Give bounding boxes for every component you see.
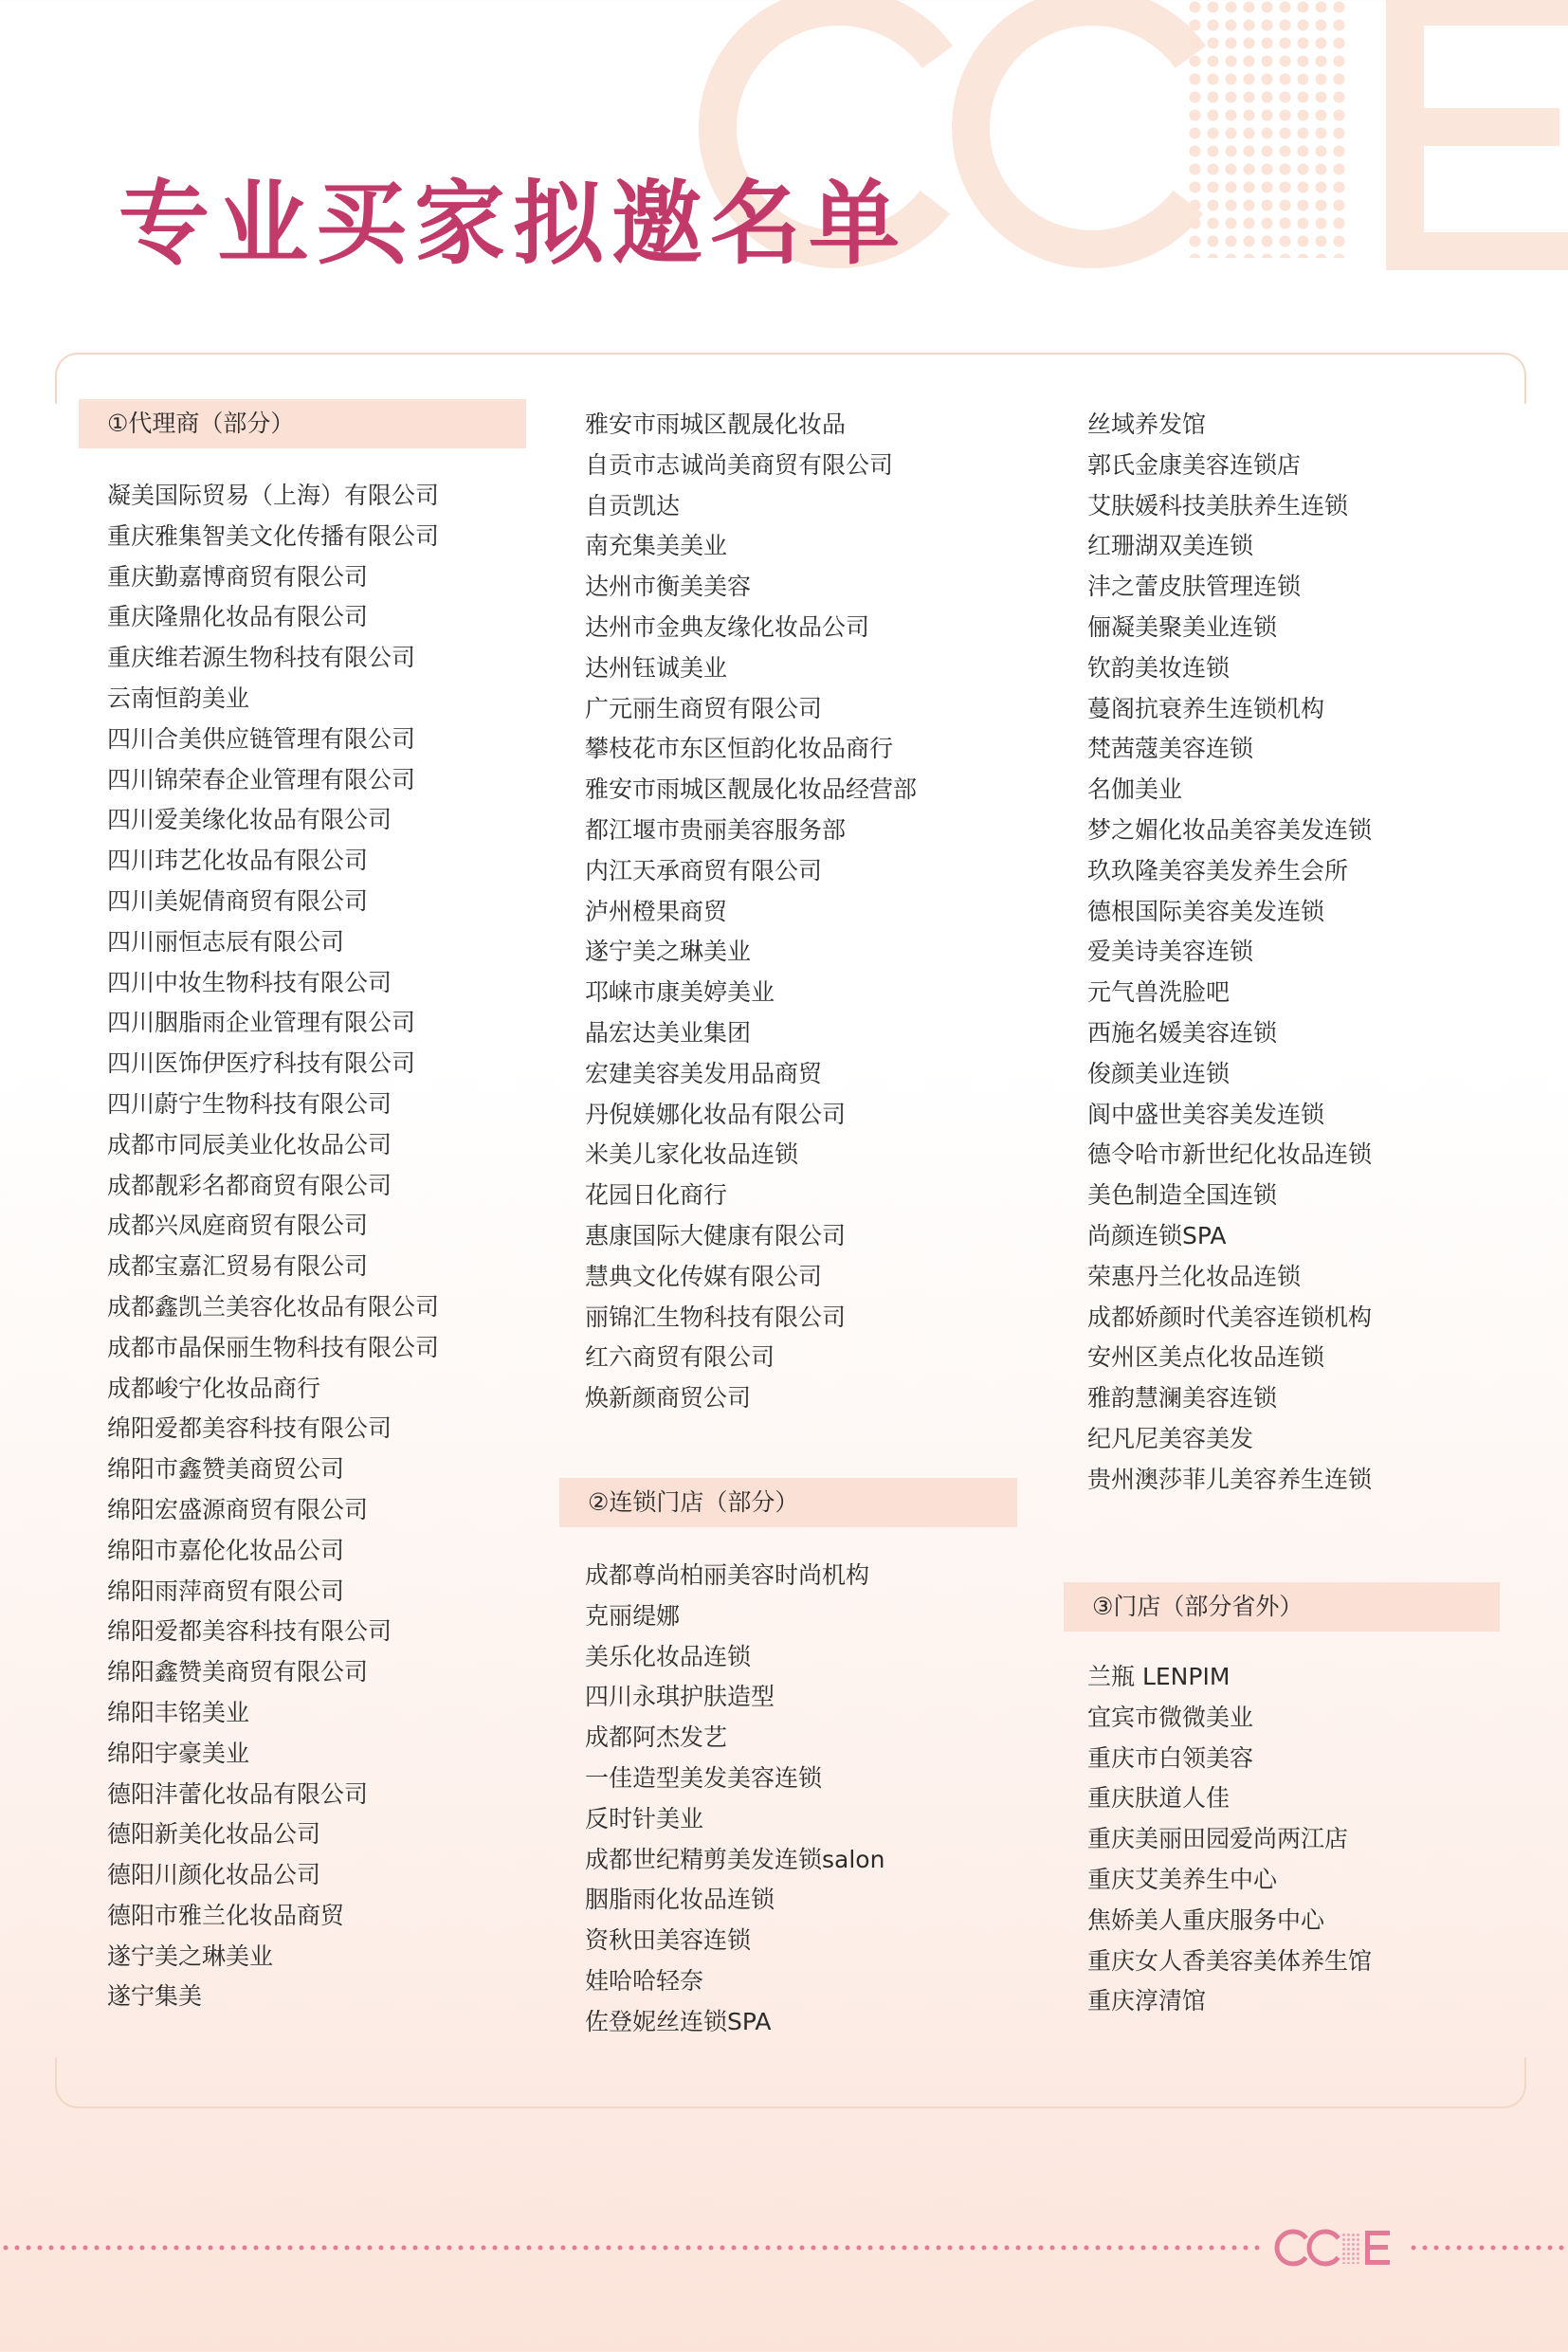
list-item: 雅安市雨城区靓晟化妆品经营部 [585,775,918,804]
list-item: 成都鑫凯兰美容化妆品有限公司 [107,1292,440,1321]
list-item: 纪凡尼美容美发 [1087,1424,1254,1452]
list-item: 绵阳宏盛源商贸有限公司 [107,1495,369,1523]
content-frame-bottom [55,2057,1526,2108]
list-item: 一佳造型美发美容连锁 [585,1763,823,1792]
list-item: 绵阳鑫赞美商贸有限公司 [107,1658,369,1687]
list-item: 成都兴凤庭商贸有限公司 [107,1212,369,1240]
chains-list-continued [1087,405,1372,1501]
list-item: 德阳市雅兰化妆品商贸 [107,1901,345,1929]
list-item: 郭氏金康美容连锁店 [1087,450,1302,479]
list-item: 玖玖隆美容美发养生会所 [1087,856,1349,884]
section-header-agents: ①代理商（部分） [79,399,526,448]
list-item: 广元丽生商贸有限公司 [585,694,823,722]
list-item: 丝域养发馆 [1087,410,1207,438]
list-item: 胭脂雨化妆品连锁 [585,1886,775,1914]
footer-dotted-line-left [0,2245,1261,2251]
list-item: 晶宏达美业集团 [585,1018,752,1047]
list-item: 雅韵慧澜美容连锁 [1087,1384,1278,1413]
list-item: 焦娇美人重庆服务中心 [1087,1905,1325,1934]
list-item: 荣惠丹兰化妆品连锁 [1087,1262,1302,1290]
list-item: 四川胭脂雨企业管理有限公司 [107,1009,416,1037]
list-item: 成都峻宁化妆品商行 [107,1374,321,1402]
list-item: 绵阳爱都美容科技有限公司 [107,1617,392,1646]
list-item: 重庆美丽田园爱尚两江店 [1087,1825,1349,1853]
list-item: 遂宁美之琳美业 [107,1942,274,1970]
list-item: 四川永琪护肤造型 [585,1683,775,1711]
list-item: 云南恒韵美业 [107,684,250,712]
list-item: 成都娇颜时代美容连锁机构 [1087,1303,1373,1331]
list-item: 蔓阁抗衰养生连锁机构 [1087,694,1325,722]
list-item: 重庆女人香美容美体养生馆 [1087,1946,1373,1975]
list-item: 惠康国际大健康有限公司 [585,1221,847,1249]
list-item: 重庆艾美养生中心 [1087,1865,1278,1893]
section-header-chains: ②连锁门店（部分） [559,1478,1017,1527]
list-item: 成都世纪精剪美发连锁salon [585,1845,885,1873]
list-item: 尚颜连锁SPA [1087,1221,1227,1249]
list-item: 四川锦荣春企业管理有限公司 [107,765,416,793]
list-item: 美色制造全国连锁 [1087,1181,1278,1210]
list-item: 达州钰诚美业 [585,653,728,682]
list-item: 重庆市白领美容 [1087,1743,1254,1772]
list-item: 绵阳雨萍商贸有限公司 [107,1577,345,1605]
list-item: 四川玮艺化妆品有限公司 [107,847,369,875]
list-item: 克丽缇娜 [585,1601,681,1630]
list-item: 雅安市雨城区靓晟化妆品 [585,410,847,438]
list-item: 重庆雅集智美文化传播有限公司 [107,521,440,550]
agents-list [107,476,439,2017]
list-item: 都江堰市贵丽美容服务部 [585,815,847,844]
list-item: 自贡市志诚尚美商贸有限公司 [585,450,894,479]
list-item: 邛崃市康美婷美业 [585,978,775,1007]
list-item: 遂宁美之琳美业 [585,938,752,966]
list-item: 宏建美容美发用品商贸 [585,1059,823,1087]
list-item: 爱美诗美容连锁 [1087,938,1254,966]
list-item: 四川蔚宁生物科技有限公司 [107,1089,392,1118]
list-item: 重庆肤道人佳 [1087,1784,1231,1813]
list-item: 贵州澳莎菲儿美容养生连锁 [1087,1465,1373,1493]
list-item: 红珊湖双美连锁 [1087,532,1254,560]
list-item: 西施名媛美容连锁 [1087,1018,1278,1047]
list-item: 重庆维若源生物科技有限公司 [107,644,416,672]
list-item: 攀枝花市东区恒韵化妆品商行 [585,735,894,763]
list-item: 成都市晶保丽生物科技有限公司 [107,1333,440,1361]
list-item: 梵茜蔻美容连锁 [1087,735,1254,763]
list-item: 反时针美业 [585,1804,704,1832]
footer-dotted-line-right [1408,2245,1568,2251]
list-item: 四川医饰伊医疗科技有限公司 [107,1049,416,1078]
list-item: 内江天承商贸有限公司 [585,856,823,884]
agents-list-continued [585,405,917,1419]
list-item: 四川美妮倩商贸有限公司 [107,886,369,915]
list-item: 俪凝美聚美业连锁 [1087,612,1278,641]
list-item: 美乐化妆品连锁 [585,1642,752,1670]
content-frame-top [55,353,1526,404]
list-item: 四川丽恒志辰有限公司 [107,927,345,956]
page-title: 专业买家拟邀名单 [119,171,907,277]
list-item: 自贡凯达 [585,491,681,520]
list-item: 绵阳市嘉伦化妆品公司 [107,1536,345,1564]
list-item: 成都靓彩名都商贸有限公司 [107,1171,392,1199]
list-item: 资秋田美容连锁 [585,1926,752,1955]
list-item: 德根国际美容美发连锁 [1087,897,1325,925]
list-item: 成都尊尚柏丽美容时尚机构 [585,1561,870,1589]
list-item: 成都宝嘉汇贸易有限公司 [107,1252,369,1281]
list-item: 花园日化商行 [585,1181,728,1210]
list-item: 德令哈市新世纪化妆品连锁 [1087,1140,1373,1169]
list-item: 安州区美点化妆品连锁 [1087,1343,1325,1372]
list-item: 重庆淳清馆 [1087,1987,1207,2015]
list-item: 丹倪媄娜化妆品有限公司 [585,1100,847,1128]
list-item: 阆中盛世美容美发连锁 [1087,1100,1325,1128]
list-item: 佐登妮丝连锁SPA [585,2007,772,2035]
list-item: 绵阳爱都美容科技有限公司 [107,1414,392,1443]
list-item: 成都阿杰发艺 [585,1723,728,1752]
list-item: 慧典文化传媒有限公司 [585,1262,823,1290]
section-header-stores: ③门店（部分省外） [1064,1582,1500,1632]
list-item: 绵阳丰铭美业 [107,1698,250,1726]
list-item: 红六商贸有限公司 [585,1343,775,1372]
list-item: 重庆隆鼎化妆品有限公司 [107,603,369,631]
list-item: 娃哈哈轻奈 [585,1966,704,1995]
list-item: 达州市金典友缘化妆品公司 [585,612,870,641]
list-item: 遂宁集美 [107,1982,203,2011]
stores-list [1087,1657,1372,2022]
list-item: 达州市衡美美容 [585,573,752,601]
list-item: 四川合美供应链管理有限公司 [107,724,416,753]
list-item: 俊颜美业连锁 [1087,1059,1231,1087]
chains-list [585,1556,884,2043]
list-item: 德阳川颜化妆品公司 [107,1861,321,1889]
list-item: 兰瓶 LENPIM [1087,1663,1231,1690]
list-item: 沣之蕾皮肤管理连锁 [1087,573,1302,601]
list-item: 四川中妆生物科技有限公司 [107,968,392,996]
list-item: 德阳沣蕾化妆品有限公司 [107,1779,369,1808]
ccbe-footer-logo [1270,2223,1394,2272]
list-item: 泸州橙果商贸 [585,897,728,925]
list-item: 南充集美美业 [585,532,728,560]
list-item: 梦之媚化妆品美容美发连锁 [1087,815,1373,844]
list-item: 米美儿家化妆品连锁 [585,1140,799,1169]
list-item: 钦韵美妆连锁 [1087,653,1231,682]
list-item: 重庆勤嘉博商贸有限公司 [107,562,369,591]
list-item: 宜宾市微微美业 [1087,1703,1254,1731]
list-item: 四川爱美缘化妆品有限公司 [107,806,392,834]
list-item: 绵阳市鑫赞美商贸公司 [107,1455,345,1484]
list-item: 成都市同辰美业化妆品公司 [107,1130,392,1158]
list-item: 德阳新美化妆品公司 [107,1820,321,1849]
list-item: 名伽美业 [1087,775,1183,804]
list-item: 丽锦汇生物科技有限公司 [585,1303,847,1331]
list-item: 元气兽洗脸吧 [1087,978,1231,1007]
list-item: 绵阳宇豪美业 [107,1739,250,1767]
list-item: 凝美国际贸易（上海）有限公司 [107,482,440,509]
list-item: 艾肤媛科技美肤养生连锁 [1087,491,1349,520]
list-item: 焕新颜商贸公司 [585,1384,752,1413]
